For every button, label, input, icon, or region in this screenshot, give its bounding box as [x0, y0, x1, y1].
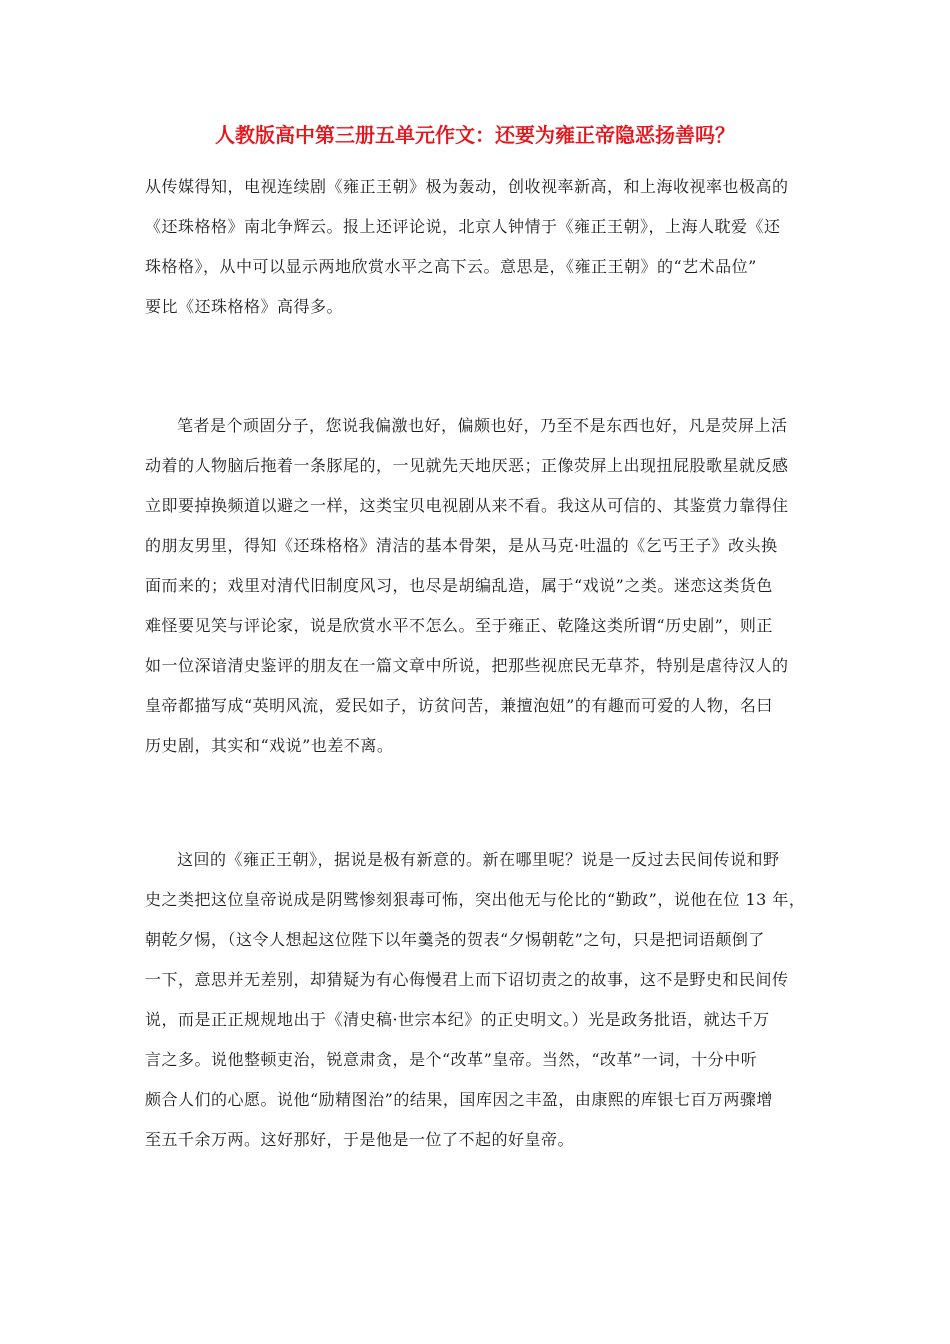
paragraph-2-line-5: 面而来的；戏里对清代旧制度风习，也尽是胡编乱造，属于“戏说”之类。迷恋这类货色 — [145, 576, 773, 595]
paragraph-3-line-1: 这回的《雍正王朝》，据说是极有新意的。新在哪里呢？说是一反过去民间传说和野 — [177, 850, 780, 869]
paragraph-3-line-7: 颇合人们的心愿。说他“励精图治”的结果，国库因之丰盈，由康熙的库银七百万两骤增 — [145, 1090, 773, 1109]
paragraph-3-line-3: 朝乾夕惕，（这令人想起这位陛下以年羹尧的贺表“夕惕朝乾”之句，只是把词语颠倒了 — [145, 930, 765, 949]
paragraph-3-line-2: 史之类把这位皇帝说成是阴骘惨刻狠毒可怖，突出他无与伦比的“勤政”，说他在位 13 年， — [145, 890, 806, 909]
paragraph-3-line-8: 至五千余万两。这好那好，于是他是一位了不起的好皇帝。 — [145, 1130, 575, 1149]
document-title: 人教版高中第三册五单元作文：还要为雍正帝隐恶扬善吗？ — [215, 123, 735, 147]
paragraph-3-line-4: 一下，意思并无差别，却猜疑为有心侮慢君上而下诏切责之的故事，这不是野史和民间传 — [145, 970, 789, 989]
paragraph-2-line-8: 皇帝都描写成“英明风流，爱民如子，访贫问苦，兼擅泡妞”的有趣而可爱的人物，名曰 — [145, 696, 773, 715]
paragraph-2-line-7: 如一位深谙清史鉴评的朋友在一篇文章中所说，把那些视庶民无草芥，特别是虐待汉人的 — [145, 656, 789, 675]
paragraph-1-line-2: 《还珠格格》南北争辉云。报上还评论说，北京人钟情于《雍正王朝》，上海人耽爱《还 — [145, 217, 781, 236]
paragraph-2-line-1: 笔者是个顽固分子，您说我偏激也好，偏颇也好，乃至不是东西也好，凡是荧屏上活 — [177, 416, 788, 435]
paragraph-2-line-2: 动着的人物脑后拖着一条豚尾的，一见就先天地厌恶；正像荧屏上出现扭屁股歌星就反感 — [145, 456, 789, 475]
paragraph-2-line-9: 历史剧，其实和“戏说”也差不离。 — [145, 736, 394, 755]
paragraph-1-line-1: 从传媒得知，电视连续剧《雍正王朝》极为轰动，创收视率新高，和上海收视率也极高的 — [145, 177, 789, 196]
paragraph-3-line-6: 言之多。说他整顿吏治，锐意肃贪，是个“改革”皇帝。当然，“改革”一词，十分中听 — [145, 1050, 758, 1069]
paragraph-3-line-5: 说，而是正正规规地出于《清史稿·世宗本纪》的正史明文。）光是政务批语，就达千万 — [145, 1010, 770, 1029]
paragraph-2-line-4: 的朋友男里，得知《还珠格格》清洁的基本骨架，是从马克·吐温的《乞丐王子》改头换 — [145, 536, 778, 555]
paragraph-1-line-4: 要比《还珠格格》高得多。 — [145, 297, 344, 316]
paragraph-2-line-6: 难怪要见笑与评论家，说是欣赏水平不怎么。至于雍正、乾隆这类所谓“历史剧”，则正 — [145, 616, 773, 635]
paragraph-2-line-3: 立即要掉换频道以避之一样，这类宝贝电视剧从来不看。我这从可信的、其鉴赏力靠得住 — [145, 496, 789, 515]
paragraph-1-line-3: 珠格格》，从中可以显示两地欣赏水平之高下云。意思是，《雍正王朝》的“艺术品位” — [145, 257, 757, 276]
